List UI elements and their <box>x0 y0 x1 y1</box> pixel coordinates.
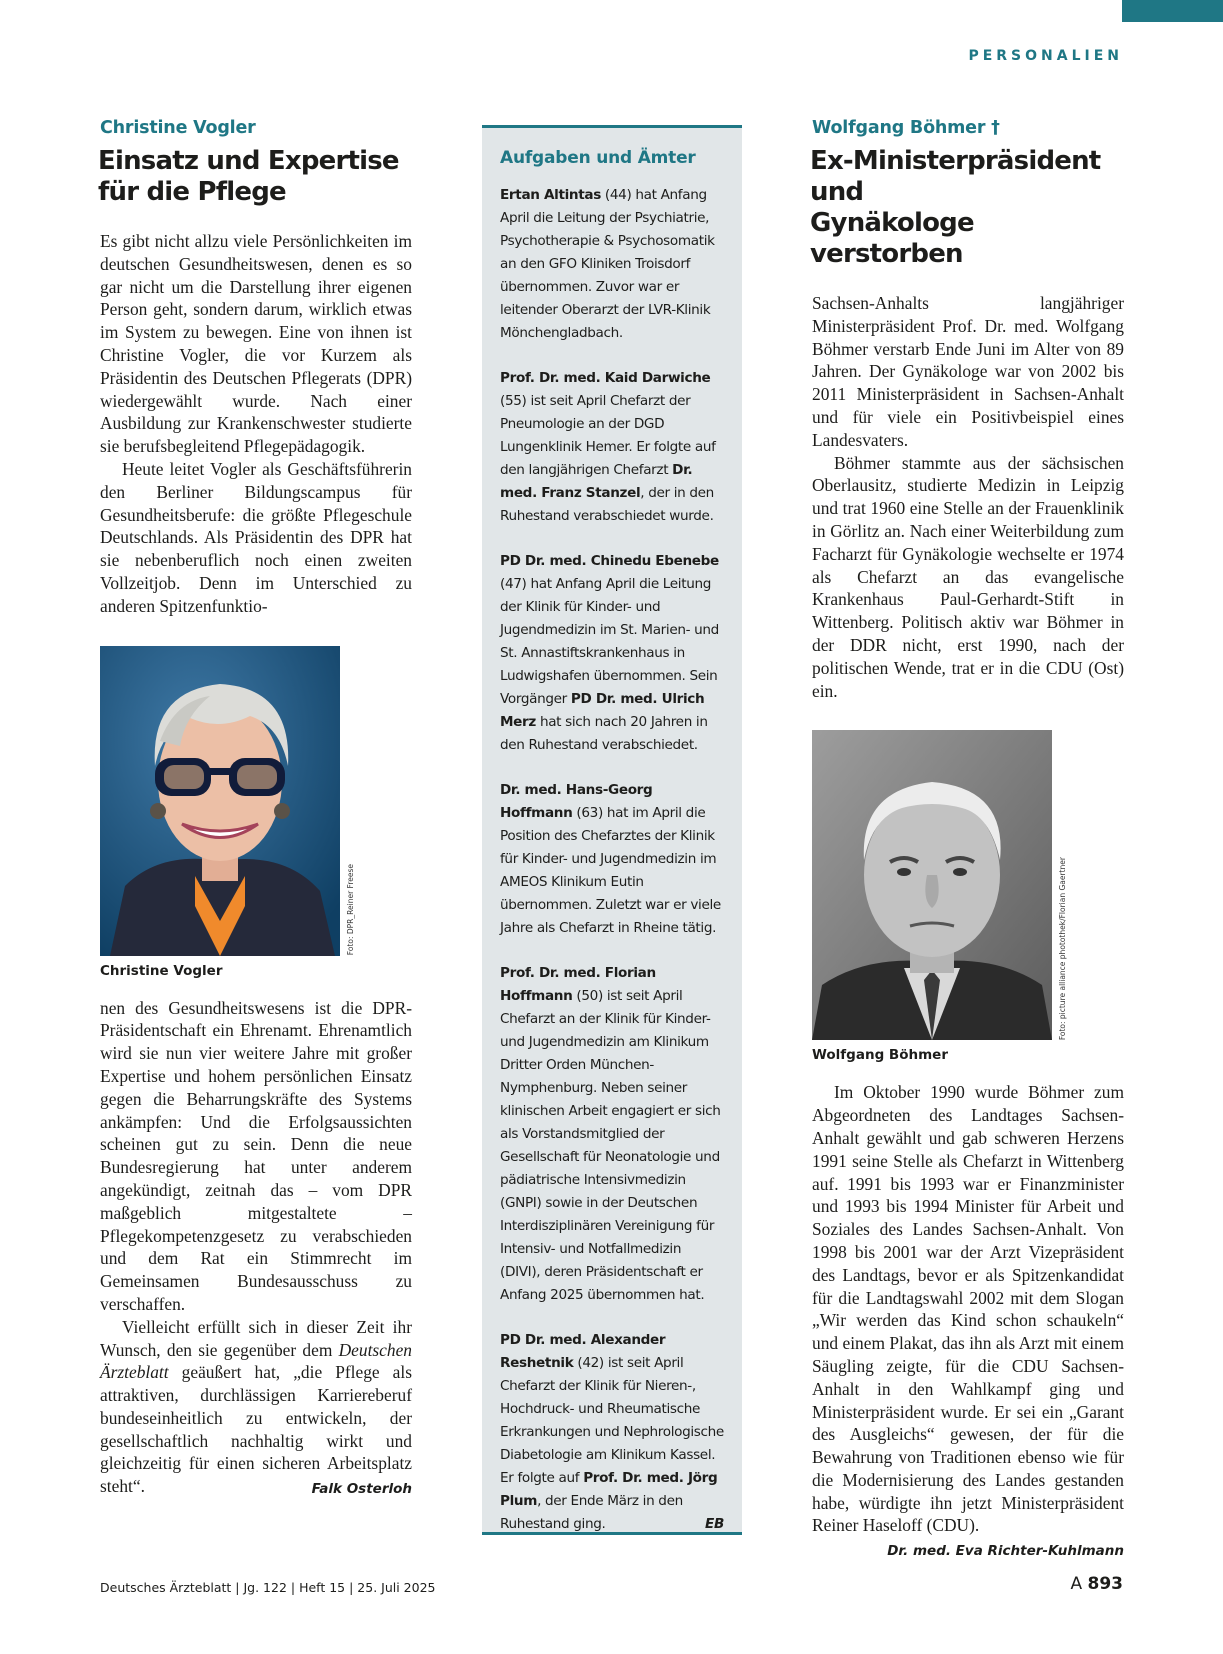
appointment-entry <box>500 367 724 528</box>
portrait-photo-boehmer <box>812 730 1052 1040</box>
article-body <box>100 230 412 618</box>
entry-text: , der Ende März in den Ruhestand ging. <box>500 1493 683 1532</box>
paragraph <box>812 1081 1124 1560</box>
sidebar-appointments <box>482 125 742 1535</box>
person-name: PD Dr. med. Chinedu Ebenebe <box>500 553 719 569</box>
paragraph: Heute leitet Vogler als Geschäftsführerin den Berliner Bildungscampus für Gesundheitsberufe: die größte Pflegeschule Deutschlands. Als Präsidentin des DPR hat sie nebenberuflich noch einen zweiten Vollzeitjob. Denn im Unterschied zu anderen Spitzenfunktio- <box>100 458 412 616</box>
paragraph: Es gibt nicht allzu viele Persönlichkeiten im deutschen Gesundheitswesen, denen es so gar nicht um die Darstellung ihrer eigenen Person geht, sondern darum, wirklich etwas im System zu bewegen. Eine von ihnen ist Christine Vogler, die vor Kurzem als Präsidentin des Deutschen Pflegerats (DPR) wiedergewählt wurde. Nach einer Ausbildung zur Krankenschwester studierte sie berufsbegleitend Pflegepädagogik. <box>100 231 412 457</box>
journal-footer: Deutsches Ärzteblatt | Jg. 122 | Heft 15 | 25. Juli 2025 <box>100 1580 436 1595</box>
person-name: PD Dr. med. Ulrich Merz <box>500 691 705 730</box>
entry-text: (63) hat im April die Position des Chefarztes der Klinik für Kinder- und Jugendmedizin im AMEOS Klinikum Eutin übernommen. Zuletzt war er viele Jahre als Chefarzt in Rheine tätig. <box>500 805 721 936</box>
paragraph-text: Im Oktober 1990 wurde Böhmer zum Abgeordneten des Landtages Sachsen-Anhalt gewählt und gab schweren Herzens 1991 seine Stelle als Chefarzt in Wittenberg auf. 1991 bis 1993 war er Finanzminister und 1993 bis 1994 Minister für Arbeit und Soziales des Landes Sachsen-Anhalt. Von 1998 bis 2001 war der Arzt Vizepräsident des Landtags, bevor er als Spitzenkandidat für die Landtagswahl 2002 mit dem Slogan „Wir werden das Kind schon schaukeln“ und einem Plakat, das ihn als Arzt mit einem Säugling zeigte, für die CDU Sachsen-Anhalt in den Wahlkampf ging und Ministerpräsident wurde. Er sei ein „Garant des Ausgleichs“ gewesen, der für die Bewahrung von Traditionen ebenso wie für die Modernisierung des Landes gestanden habe, würdigte ihn jetzt Ministerpräsident Reiner Haseloff (CDU). <box>812 1082 1124 1536</box>
article-headline <box>98 146 412 208</box>
author-signature: Falk Osterloh <box>311 1481 412 1498</box>
sidebar-title: Aufgaben und Ämter <box>500 148 696 168</box>
page-prefix: A <box>1070 1574 1083 1594</box>
section-label: PERSONALIEN <box>968 48 1123 64</box>
appointment-entry <box>500 550 724 757</box>
headline-line-2: Gynäkologe verstorben <box>810 208 974 269</box>
portrait-figure <box>812 730 1067 1041</box>
appointment-entry <box>500 1329 724 1536</box>
photo-caption: Wolfgang Böhmer <box>812 1047 948 1064</box>
paragraph: Böhmer stammte aus der sächsischen Oberlausitz, studierte Medizin in Leipzig und trat 1960 eine Stelle an der Frauenklinik in Görlitz an. Nach einer Weiterbildung zum Facharzt für Gynäkologie wechselte er 1974 als Chefarzt an das evangelische Krankenhaus Paul-Gerhardt-Stift in Wittenberg. Politisch aktiv war Böhmer in der DDR nicht, erst 1990, nach der politischen Wende, trat er in die CDU (Ost) ein. <box>812 452 1124 701</box>
person-name: Prof. Dr. med. Jörg Plum <box>500 1470 718 1509</box>
paragraph-text: geäußert hat, „die Pflege als attraktiven, durchlässigen Karriereberuf bundeseinheitlich zu entwickeln, der gesellschaftlich nachhaltig wirkt und gleichzeitig für einen sicheren Arbeitsplatz steht“. <box>100 1362 412 1497</box>
article-boehmer <box>812 118 1124 1563</box>
portrait-photo-vogler <box>100 646 340 956</box>
portrait-figure <box>100 646 355 956</box>
entry-text: (42) ist seit April Chefarzt der Klinik für Nieren-, Hochdruck- und Rheumatische Erkrankungen und Nephrologische Diabetologie am Klinikum Kassel. Er folgte auf <box>500 1355 724 1486</box>
article-kicker: Christine Vogler <box>100 118 256 138</box>
entry-text: (44) hat Anfang April die Leitung der Psychiatrie, Psychotherapie & Psychosomatik an den GFO Kliniken Troisdorf übernommen. Zuvor war er leitender Oberarzt der LVR-Klinik Mönchengladbach. <box>500 187 715 341</box>
article-body-continued <box>812 1081 1124 1560</box>
entry-text: , der in den Ruhestand verabschiedet wurde. <box>500 485 714 524</box>
person-name: Ertan Altintas <box>500 187 601 203</box>
paragraph: Sachsen-Anhalts langjähriger Ministerpräsident Prof. Dr. med. Wolfgang Böhmer verstarb Ende Juni im Alter von 89 Jahren. Der Gynäkologe war von 2002 bis 2011 Ministerpräsident in Sachsen-Anhalt und für viele ein Positivbeispiel eines Landesvaters. <box>812 293 1124 450</box>
article-body-continued <box>100 997 412 1499</box>
appointment-entry <box>500 962 724 1307</box>
article-headline <box>810 146 1124 270</box>
appointment-entry <box>500 779 724 940</box>
headline-line-1: Einsatz und Expertise <box>98 146 399 176</box>
entry-text: hat sich nach 20 Jahren in den Ruhestand verabschiedet. <box>500 714 708 753</box>
person-name: Prof. Dr. med. Kaid Darwiche <box>500 370 711 386</box>
photo-credit: Foto: DPR_Reiner Freese <box>346 864 355 956</box>
page-number <box>1070 1574 1123 1594</box>
person-name: Prof. Dr. med. Florian Hoffmann <box>500 965 656 1004</box>
person-name: Dr. med. Hans-Georg Hoffmann <box>500 782 653 821</box>
photo-credit: Foto: picture alliance photothek/Florian Gaertner <box>1058 857 1067 1041</box>
photo-caption: Christine Vogler <box>100 962 223 979</box>
journal-title: Deutschen Ärzteblatt <box>100 1339 412 1383</box>
person-name: Dr. med. Franz Stanzel <box>500 462 693 501</box>
page-number-value: 893 <box>1087 1574 1123 1594</box>
paragraph <box>100 1316 412 1498</box>
entry-text: (55) ist seit April Chefarzt der Pneumologie an der DGD Lungenklinik Hemer. Er folgte auf den langjährigen Chefarzt <box>500 393 716 478</box>
article-body <box>812 292 1124 702</box>
corner-accent-tab <box>1122 0 1223 22</box>
article-vogler <box>100 118 412 1501</box>
author-signature: EB <box>705 1516 724 1532</box>
paragraph: nen des Gesundheitswesens ist die DPR-Präsidentschaft ein Ehrenamt. Ehrenamtlich wird sie nun vier weitere Jahre mit großer Expertise und hohem persönlichen Einsatz gegen die Beharrungskräfte des Systems ankämpfen: Und die Erfolgsaussichten scheinen gut zu sein. Denn die neue Bundesregierung hat unter anderem angekündigt, zeitnah das – vom DPR maßgeblich mitgestaltete – Pflegekompetenzgesetz zu verabschieden und dem Rat ein Stimmrecht im Gemeinsamen Bundesausschuss zu verschaffen. <box>100 997 412 1314</box>
author-signature: Dr. med. Eva Richter-Kuhlmann <box>887 1543 1124 1560</box>
paragraph-text: Vielleicht erfüllt sich in dieser Zeit ihr Wunsch, den sie gegenüber dem <box>100 1316 412 1360</box>
headline-line-1: Ex-Ministerpräsident und <box>810 146 1101 207</box>
headline-line-2: für die Pflege <box>98 177 286 207</box>
entry-text: (50) ist seit April Chefarzt an der Klinik für Kinder- und Jugendmedizin am Klinikum Dritter Orden München-Nymphenburg. Neben seiner klinischen Arbeit engagiert er sich als Vorstandsmitglied der Gesellschaft für Neonatologie und pädiatrische Intensivmedizin (GNPI) sowie in der Deutschen Interdisziplinären Vereinigung für Intensiv- und Notfallmedizin (DIVI), deren Präsidentschaft er Anfang 2025 übernommen hat. <box>500 988 721 1303</box>
entry-text: (47) hat Anfang April die Leitung der Klinik für Kinder- und Jugendmedizin im St. Marien- und St. Annastiftskrankenhaus in Ludwigshafen übernommen. Sein Vorgänger <box>500 576 719 707</box>
article-kicker: Wolfgang Böhmer † <box>812 118 1000 138</box>
person-name: PD Dr. med. Alexander Reshetnik <box>500 1332 666 1371</box>
appointment-entry <box>500 184 724 345</box>
